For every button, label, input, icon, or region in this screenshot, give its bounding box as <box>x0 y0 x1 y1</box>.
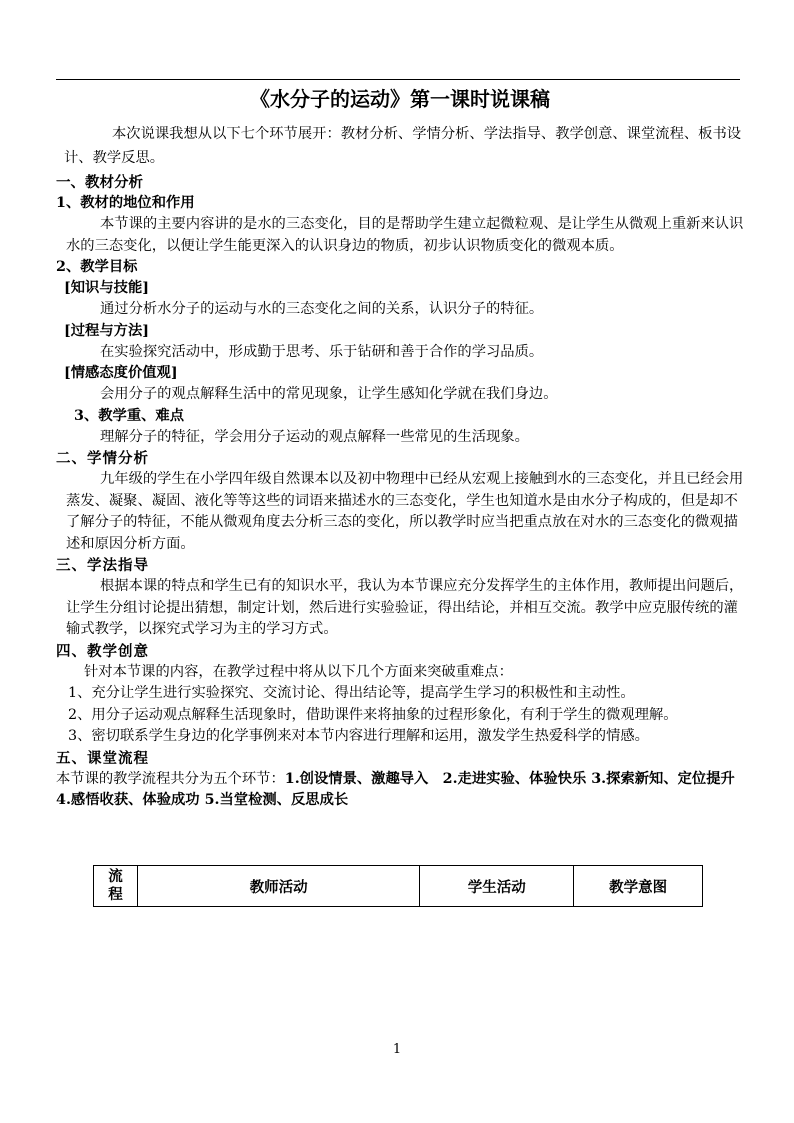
header-student-activity: 学生活动 <box>420 866 574 907</box>
intro-paragraph: 本次说课我想从以下七个环节展开：教材分析、学情分析、学法指导、教学创意、课堂流程、板书设计、教学反思。 <box>64 126 742 166</box>
section-5-text <box>56 769 744 812</box>
page-number: 1 <box>392 1042 402 1057</box>
section-4-item-1: 1、充分让学生进行实验探究、交流讨论、得出结论等，提高学生学习的积极性和主动性。 <box>68 685 635 701</box>
header-process <box>94 866 138 907</box>
section-5-heading: 五、课堂流程 <box>56 749 149 767</box>
emotion-values-text: 会用分子的观点解释生活中的常见现象，让学生感知化学就在我们身边。 <box>100 386 558 402</box>
table-header-row <box>94 866 703 907</box>
process-method-text: 在实验探究活动中，形成勤于思考、乐于钻研和善于合作的学习品质。 <box>100 343 544 360</box>
header-teaching-intent: 教学意图 <box>574 866 703 907</box>
knowledge-skill-label: [知识与技能] <box>64 280 150 296</box>
section-2-heading: 二、学情分析 <box>56 450 149 467</box>
emotion-values-label: [情感态度价值观] <box>64 365 178 381</box>
section-1-1-heading: 1、教材的地位和作用 <box>56 195 195 211</box>
section-1-3-text: 理解分子的特征，学会用分子运动的观点解释一些常见的生活现象。 <box>100 428 529 445</box>
section-1-3-heading: 3、教学重、难点 <box>74 407 185 424</box>
section-4-heading: 四、教学创意 <box>56 642 149 660</box>
process-method-label: [过程与方法] <box>64 322 150 339</box>
section-1-heading: 一、教材分析 <box>56 174 143 191</box>
header-rule <box>56 79 740 80</box>
header-teacher-activity: 教师活动 <box>137 866 420 907</box>
section-4-intro: 针对本节课的内容，在教学过程中将从以下几个方面来突破重难点： <box>84 663 513 680</box>
section-4-item-2: 2、用分子运动观点解释生活现象时，借助课件来将抽象的过程形象化，有利于学生的微观理解。 <box>68 706 678 723</box>
header-process-label: 流程 <box>108 868 123 903</box>
section-4-item-3: 3、密切联系学生身边的化学事例来对本节内容进行理解和运用，激发学生热爱科学的情感。 <box>68 728 649 744</box>
section-3-text: 根据本课的特点和学生已有的知识水平，我认为本节课应充分发挥学生的主体作用，教师提出问题后，让学生分组讨论提出猜想，制定计划，然后进行实验验证，得出结论，并相互交流。教学中应克服传统的灌输式教学，以探究式学习为主的学习方式。 <box>66 578 744 637</box>
section-3-heading: 三、学法指导 <box>56 557 149 574</box>
document-title: 《水分子的运动》第一课时说课稿 <box>250 87 550 111</box>
section-1-2-heading: 2、教学目标 <box>56 259 138 275</box>
flow-table <box>93 865 703 907</box>
section-5-steps: 1.创设情景、激趣导入 2.走进实验、体验快乐 3.探索新知、定位提升 4.感悟收获、体验成功 5.当堂检测、反思成长 <box>56 770 735 808</box>
section-1-1-text: 本节课的主要内容讲的是水的三态变化，目的是帮助学生建立起微粒观、是让学生从微观上重新来认识水的三态变化，以便让学生能更深入的认识身边的物质，初步认识物质变化的微观本质。 <box>66 216 744 254</box>
section-5-text-plain: 本节课的教学流程共分为五个环节： <box>56 770 285 787</box>
knowledge-skill-text: 通过分析水分子的运动与水的三态变化之间的关系，认识分子的特征。 <box>100 301 544 317</box>
section-2-text: 九年级的学生在小学四年级自然课本以及初中物理中已经从宏观上接触到水的三态变化，并且已经会用蒸发、凝聚、凝固、液化等等这些的词语来描述水的三态变化，学生也知道水是由水分子构成的，但是却不了解分子的特征，不能从微观角度去分析三态的变化，所以教学时应当把重点放在对水的三态变化的微观描述和原因分析方面。 <box>66 471 744 552</box>
document-body <box>56 84 744 812</box>
